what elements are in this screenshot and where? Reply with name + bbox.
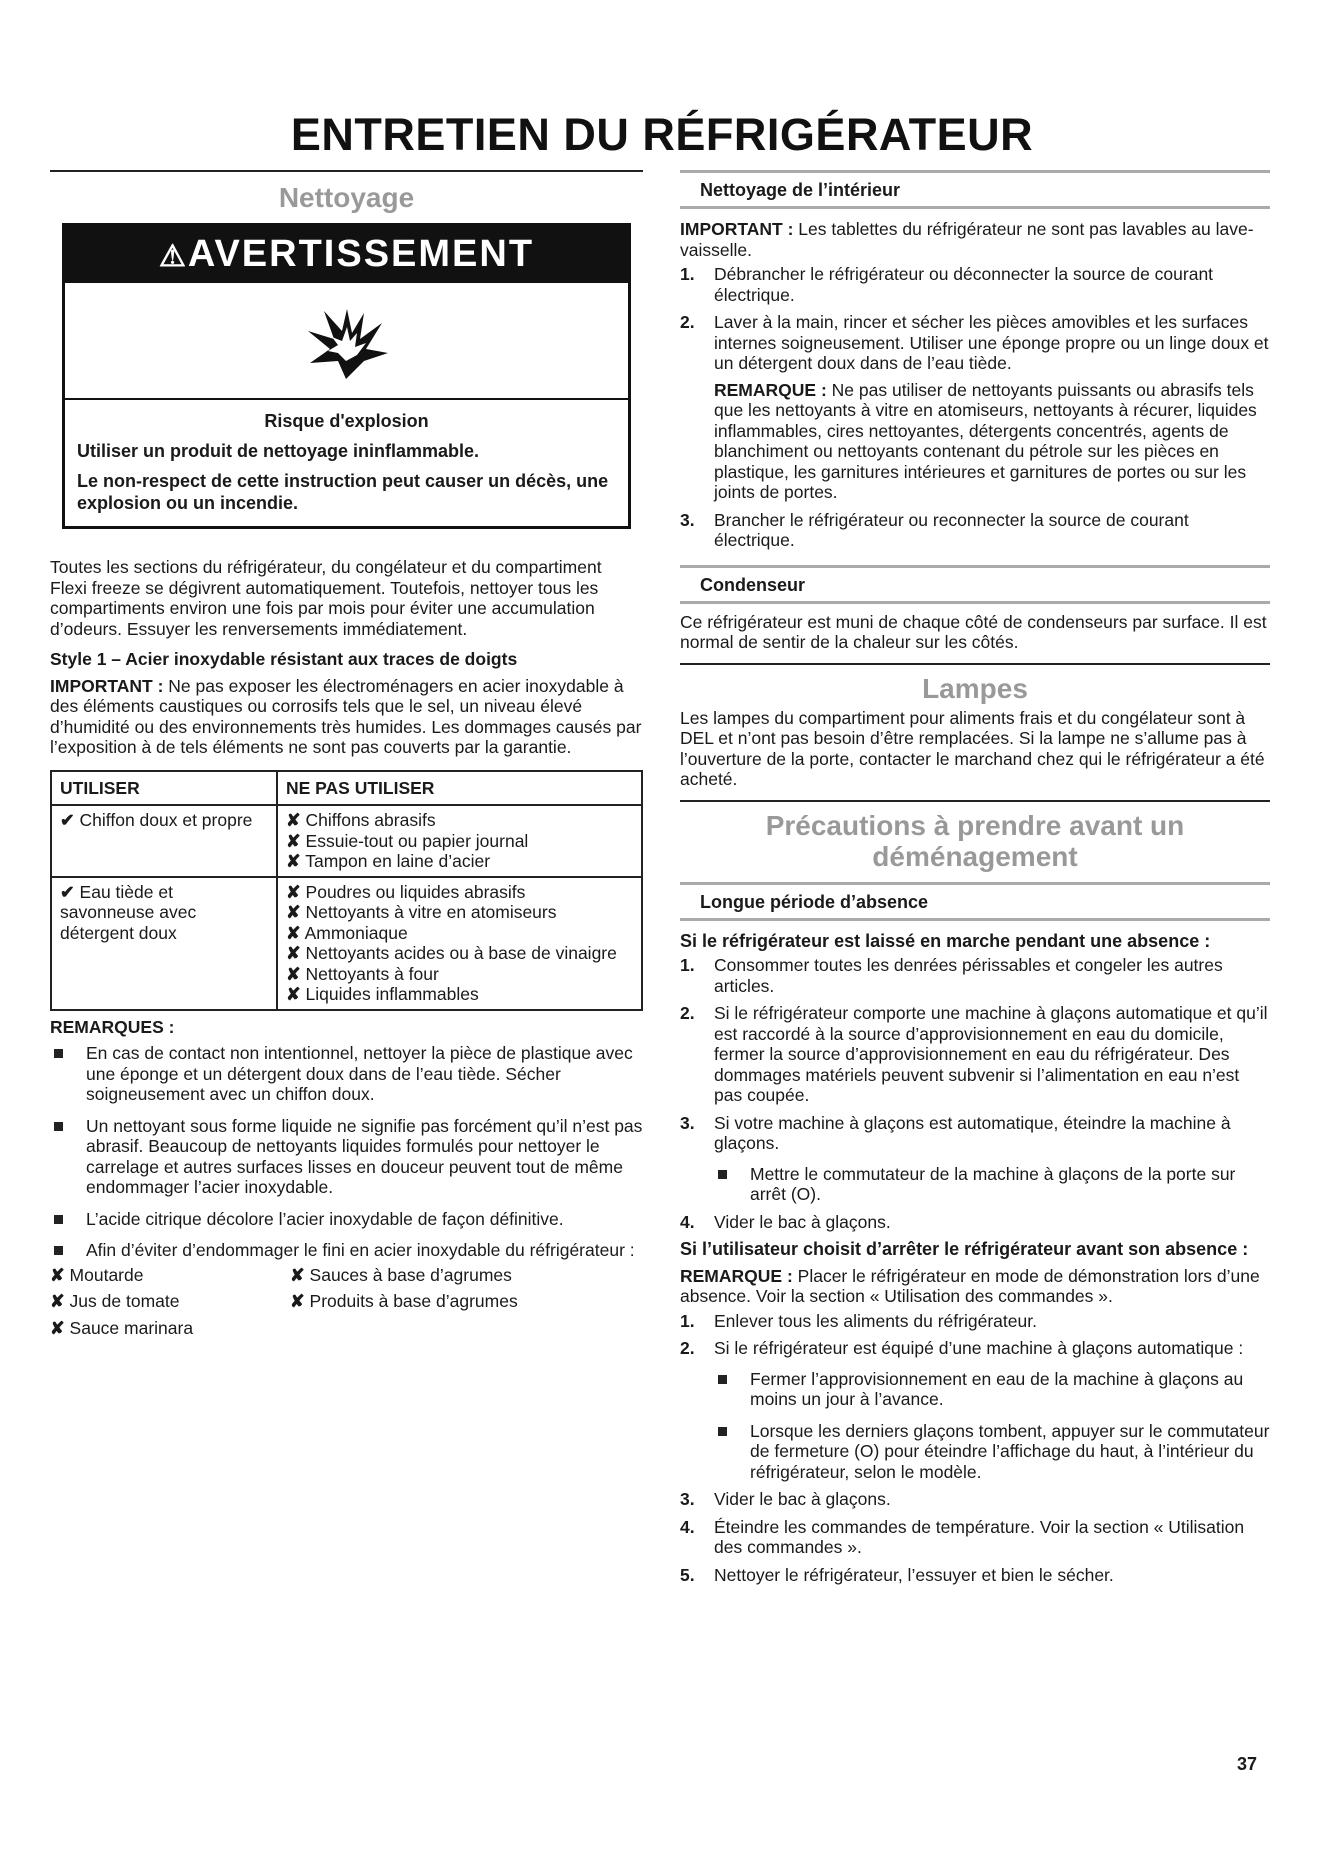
list-item: 1. Consommer toutes les denrées périssables et congeler les autres articles. [680,955,1223,996]
table-cell: Chiffons abrasifs [305,810,436,830]
interior-note: REMARQUE : Ne pas utiliser de nettoyants puissants ou abrasifs tels que les nettoyants à vitre en atomiseurs, nettoyants à récurer, liquides inflammables, cires nettoyantes, détergents concentrés, agents de blanchiment ou nettoyants contenant du pétrole sur les pièces en plastique, les garnitures intérieures et garnitures de portes ou sur les joints de portes. [714,379,1257,502]
list-item: L’acide citrique décolore l’acier inoxydable de façon définitive. [50,1209,643,1230]
list-item: Afin d’éviter d’endommager le fini en acier inoxydable du réfrigérateur : [50,1240,643,1261]
stop-note: REMARQUE : Placer le réfrigérateur en mode de démonstration lors d’une absence. Voir la section « Utilisation des commandes ». [680,1265,1260,1306]
warning-risk: Risque d'explosion [264,411,429,431]
section-title-lampes: Lampes [922,672,1028,704]
stop-steps [680,1311,1270,1586]
table-cell: Essuie-tout ou papier journal [305,830,529,851]
list-item: ✘ Sauces à base d’agrumes [290,1264,512,1285]
table-row [51,805,642,877]
cross-icon: ✘ [286,984,301,1004]
lamps-text: Les lampes du compartiment pour aliments frais et du congélateur sont à DEL et n’ont pas besoin d’être remplacées. Si la lampe ne s’allume pas à l’ouverture de la porte, contacter le marchand chez qui le réfrigérateur a été acheté. [680,707,1265,789]
section-title-nettoyage: Nettoyage [278,182,415,213]
cross-icon: ✘ [50,1264,65,1285]
list-item: En cas de contact non intentionnel, nettoyer la pièce de plastique avec une éponge et un détergent doux dans de l’eau tiède. Sécher soigneusement avec un chiffon doux. [50,1043,643,1105]
table-cell: Nettoyants acides ou à base de vinaigre [305,943,617,963]
divider [680,800,1270,802]
cross-icon: ✘ [286,851,301,871]
table-header-dont-use: NE PAS UTILISER [277,771,642,806]
intro-paragraph: Toutes les sections du réfrigérateur, du congélateur et du compartiment Flexi freeze se dégivrent automatiquement. Toutefois, nettoyer tous les compartiments environ une fois par mois pour éviter une accumulation d’odeurs. Essuyer les renversements immédiatement. [50,557,602,639]
warning-line-2: Le non-respect de cette instruction peut causer un décès, une explosion ou un incendie. [77,471,609,513]
list-item: ✘ Jus de tomate [50,1291,180,1311]
remarques-list [50,1043,643,1261]
interior-heading: Nettoyage de l’intérieur [680,170,1270,209]
list-item: 2. Laver à la main, rincer et sécher les pièces amovibles et les surfaces internes soigneusement. Utiliser une éponge propre ou un linge doux et un détergent doux dans de l’eau tiède. REMARQUE : Ne pas utiliser de nettoyants puissants ou abrasifs tels que les nettoyants à vitre en atomiseurs, nettoyants à récurer, liquides inflammables, cires nettoyantes, détergents concentrés, agents de blanchiment ou nettoyants contenant du pétrole sur les pièces en plastique, les garnitures intérieures et garnitures de portes ou sur les joints de portes. [680,312,1269,502]
condenser-text: Ce réfrigérateur est muni de chaque côté de condenseurs par surface. Il est normal de sentir de la chaleur sur les côtés. [680,611,1267,652]
list-item: Fermer l’approvisionnement en eau de la machine à glaçons au moins un jour à l’avance. [714,1369,1270,1410]
warning-line-1: Utiliser un produit de nettoyage ininflammable. [77,441,480,461]
interior-steps [680,264,1270,551]
cross-icon: ✘ [50,1317,65,1338]
cross-icon: ✘ [286,881,301,902]
cross-icon: ✘ [286,810,301,830]
list-item: 2. Si le réfrigérateur est équipé d’une machine à glaçons automatique : Fermer l’approvisionnement en eau de la machine à glaçons au moins un jour à l’avance. Lorsque les derniers glaçons tombent, appuyer sur le commutateur de fermeture (O) pour éteindre l’affichage du haut, à l’intérieur du réfrigérateur, selon le modèle. [680,1338,1270,1482]
list-item: 3. Vider le bac à glaçons. [680,1489,891,1509]
divider [680,663,1270,665]
stop-heading: Si l’utilisateur choisit d’arrêter le réfrigérateur avant son absence : [680,1239,1249,1259]
list-item: Mettre le commutateur de la machine à glaçons de la porte sur arrêt (O). [714,1164,1270,1205]
style-heading: Style 1 – Acier inoxydable résistant aux traces de doigts [50,649,518,669]
avoid-list [50,1265,643,1339]
table-row [51,877,642,1010]
important-label: IMPORTANT : [50,675,164,696]
list-item: 4. Vider le bac à glaçons. [680,1211,891,1232]
section-title-precautions: Précautions à prendre avant un déménagement [765,809,1185,872]
important-text: Les tablettes du réfrigérateur ne sont pas lavables au lave-vaisselle. [680,219,1254,260]
list-item: 1. Débrancher le réfrigérateur ou déconnecter la source de courant électrique. [680,264,1214,305]
page-number: 37 [1237,1754,1258,1774]
page-title: ENTRETIEN DU RÉFRIGÉRATEUR [290,109,1034,160]
list-item: ✘ Sauce marinara [50,1317,194,1338]
cross-icon: ✘ [286,830,301,851]
right-column [680,170,1270,1592]
cross-icon: ✘ [290,1264,305,1285]
list-item: Lorsque les derniers glaçons tombent, appuyer sur le commutateur de fermeture (O) pour éteindre l’affichage du haut, à l’intérieur du réfrigérateur, selon le modèle. [714,1421,1270,1483]
cross-icon: ✘ [286,922,301,943]
interior-important [680,219,1270,260]
left-column [50,170,643,1338]
cleaning-table [50,770,643,1011]
warning-triangle-icon: ⚠ [158,240,188,273]
check-icon: ✔ [60,881,75,902]
list-item: ✘ Produits à base d’agrumes [290,1291,518,1311]
warning-header [65,226,628,283]
table-cell: Liquides inflammables [305,984,479,1004]
cross-icon: ✘ [286,943,301,963]
condenser-heading: Condenseur [680,565,1270,604]
list-item: 4. Éteindre les commandes de température. Voir la section « Utilisation des commandes ». [680,1516,1245,1557]
remarques-label: REMARQUES : [50,1016,175,1037]
list-item: 3. Brancher le réfrigérateur ou reconnecter la source de courant électrique. [680,509,1189,550]
warning-title: AVERTISSEMENT [187,233,535,275]
table-cell: Nettoyants à vitre en atomiseurs [305,902,557,922]
list-item: 5. Nettoyer le réfrigérateur, l’essuyer et bien le sécher. [680,1564,1114,1585]
warning-box [62,223,631,529]
explosion-icon [302,301,392,381]
table-cell: Eau tiède et savonneuse avec détergent doux [60,881,197,943]
table-cell: Ammoniaque [304,922,408,943]
table-cell: Poudres ou liquides abrasifs [305,881,526,902]
list-item: 1. Enlever tous les aliments du réfrigérateur. [680,1310,1037,1331]
list-item: ✘ Moutarde [50,1264,144,1285]
table-cell: Tampon en laine d’acier [305,851,491,871]
explosion-icon-area [65,283,628,400]
divider [50,170,643,172]
table-cell: Nettoyants à four [305,963,439,984]
cross-icon: ✘ [286,963,301,984]
important-label: IMPORTANT : [680,219,794,239]
running-heading: Si le réfrigérateur est laissé en marche pendant une absence : [680,930,1211,951]
list-item: 2. Si le réfrigérateur comporte une machine à glaçons automatique et qu’il est raccordé à la source d’approvisionnement en eau du domicile, fermer la source d’approvisionnement en eau du réfrigérateur. Des dommages matériels peuvent subvenir si l’alimentation en eau n’est pas coupée. [680,1003,1268,1105]
important-text: Ne pas exposer les électroménagers en acier inoxydable à des éléments caustiques ou corrosifs tels que le sel, un niveau élevé d’humidité ou des environnements très humides. Les dommages causés par l’exposition à de tels éléments ne sont pas couverts par la garantie. [50,675,642,757]
check-icon: ✔ [60,810,75,830]
important-paragraph [50,676,643,758]
list-item: 3. Si votre machine à glaçons est automatique, éteindre la machine à glaçons. Mettre le commutateur de la machine à glaçons de la porte sur arrêt (O). [680,1113,1270,1205]
list-item: Un nettoyant sous forme liquide ne signifie pas forcément qu’il n’est pas abrasif. Beaucoup de nettoyants liquides formulés pour nettoyer le carrelage et autres surfaces lisses en douceur peuvent tout de même endommager l’acier inoxydable. [50,1116,643,1198]
running-steps [680,955,1270,1232]
table-header-use: UTILISER [51,771,277,806]
table-cell: Chiffon doux et propre [79,810,253,830]
cross-icon: ✘ [50,1291,65,1311]
absence-heading: Longue période d’absence [680,882,1270,921]
cross-icon: ✘ [286,902,301,922]
cross-icon: ✘ [290,1291,305,1311]
